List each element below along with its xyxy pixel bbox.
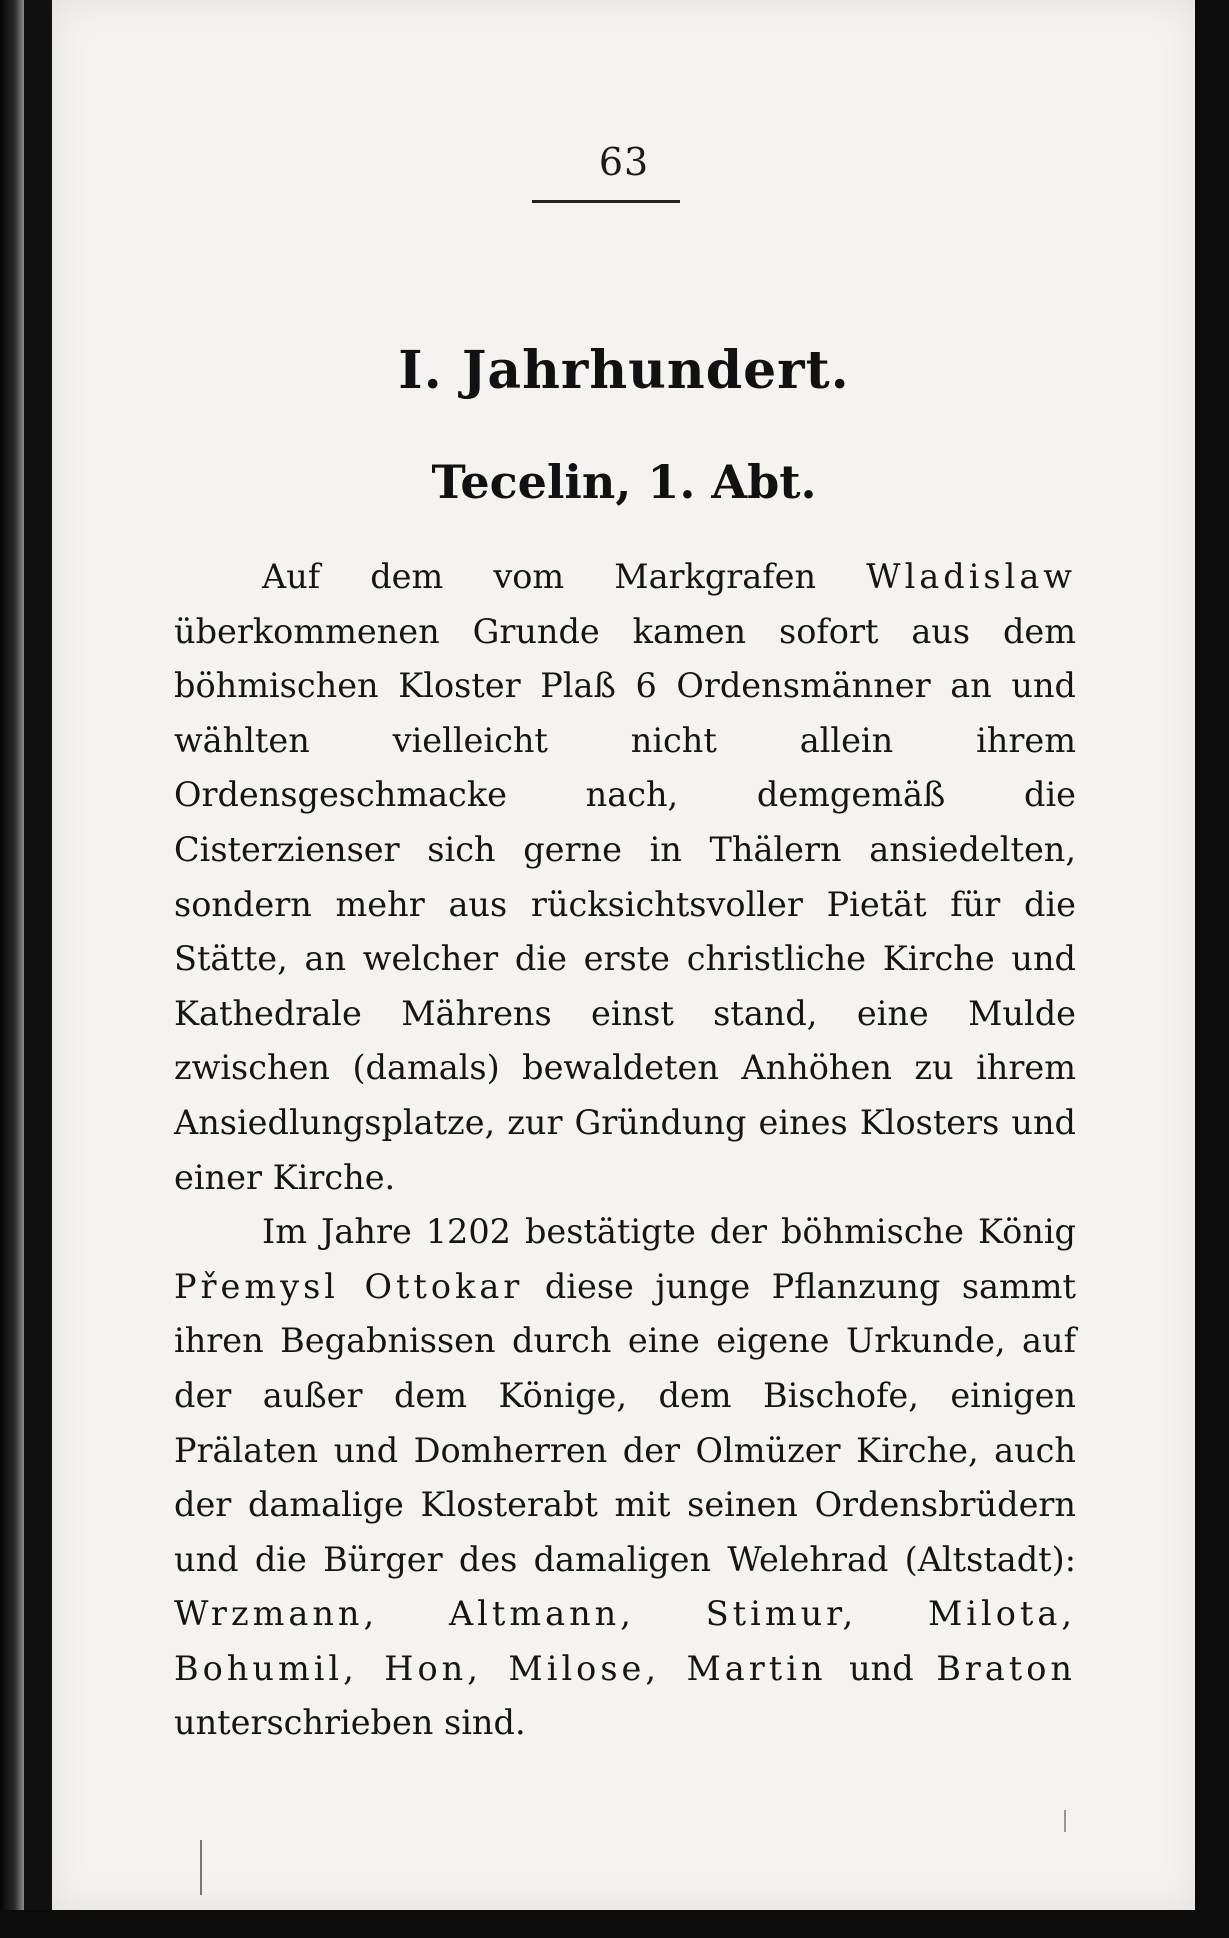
spaced-name: Wladislaw (866, 557, 1076, 596)
text-run: und (826, 1648, 937, 1688)
text-run: diese junge Pflanzung sammt ihren Begabnissen durch eine eigene Urkunde, auf der außer dem Könige, dem Bischofe, einigen Prälaten und Domherren der Olmüzer Kirche, auch der damalige Klosterabt mit seinen Ordensbrüdern und die Bürger des damaligen Welehrad (Altstadt): (174, 1266, 1076, 1579)
scan-artifact-mark (1064, 1810, 1066, 1832)
text-run: Im Jahre 1202 bestätigte der böhmische König (262, 1212, 1076, 1252)
spaced-name: Přemysl Ottokar (174, 1266, 524, 1306)
spaced-name: Wrzmann, Altmann, Stimur, Milota, Bohumil, Hon, Milose, Martin (174, 1594, 1076, 1688)
book-page (52, 0, 1196, 1910)
spaced-name: Braton (936, 1648, 1076, 1688)
text-run: Auf dem vom Markgrafen (262, 557, 867, 596)
body-text (174, 550, 1076, 1751)
text-run: überkommenen Grunde kamen sofort aus dem böhmischen Kloster Plaß 6 Ordensmänner an und wählten vielleicht nicht allein ihrem Ordensgeschmacke nach, demgemäß die Cisterzienser sich gerne in Thälern ansiedelten, sondern mehr aus rücksichtsvoller Pietät für die Stätte, an welcher die erste christliche Kirche und Kathedrale Mährens einst stand, eine Mulde zwischen (damals) bewaldeten Anhöhen zu ihrem Ansiedlungsplatze, zur Gründung eines Klosters und einer Kirche. (174, 611, 1076, 1197)
paragraph-1 (174, 550, 1076, 1205)
scan-left-edge (0, 0, 24, 1938)
chapter-heading: I. Jahrhundert. (398, 340, 850, 401)
page-number: 63 (598, 140, 650, 184)
section-heading: Tecelin, 1. Abt. (431, 455, 817, 509)
text-run: unterschrieben sind. (174, 1703, 526, 1743)
scan-right-edge (1195, 0, 1229, 1938)
scan-bottom-edge (0, 1910, 1229, 1938)
page-number-rule (532, 200, 680, 203)
scan-artifact-mark (200, 1840, 202, 1895)
paragraph-2 (174, 1205, 1076, 1751)
